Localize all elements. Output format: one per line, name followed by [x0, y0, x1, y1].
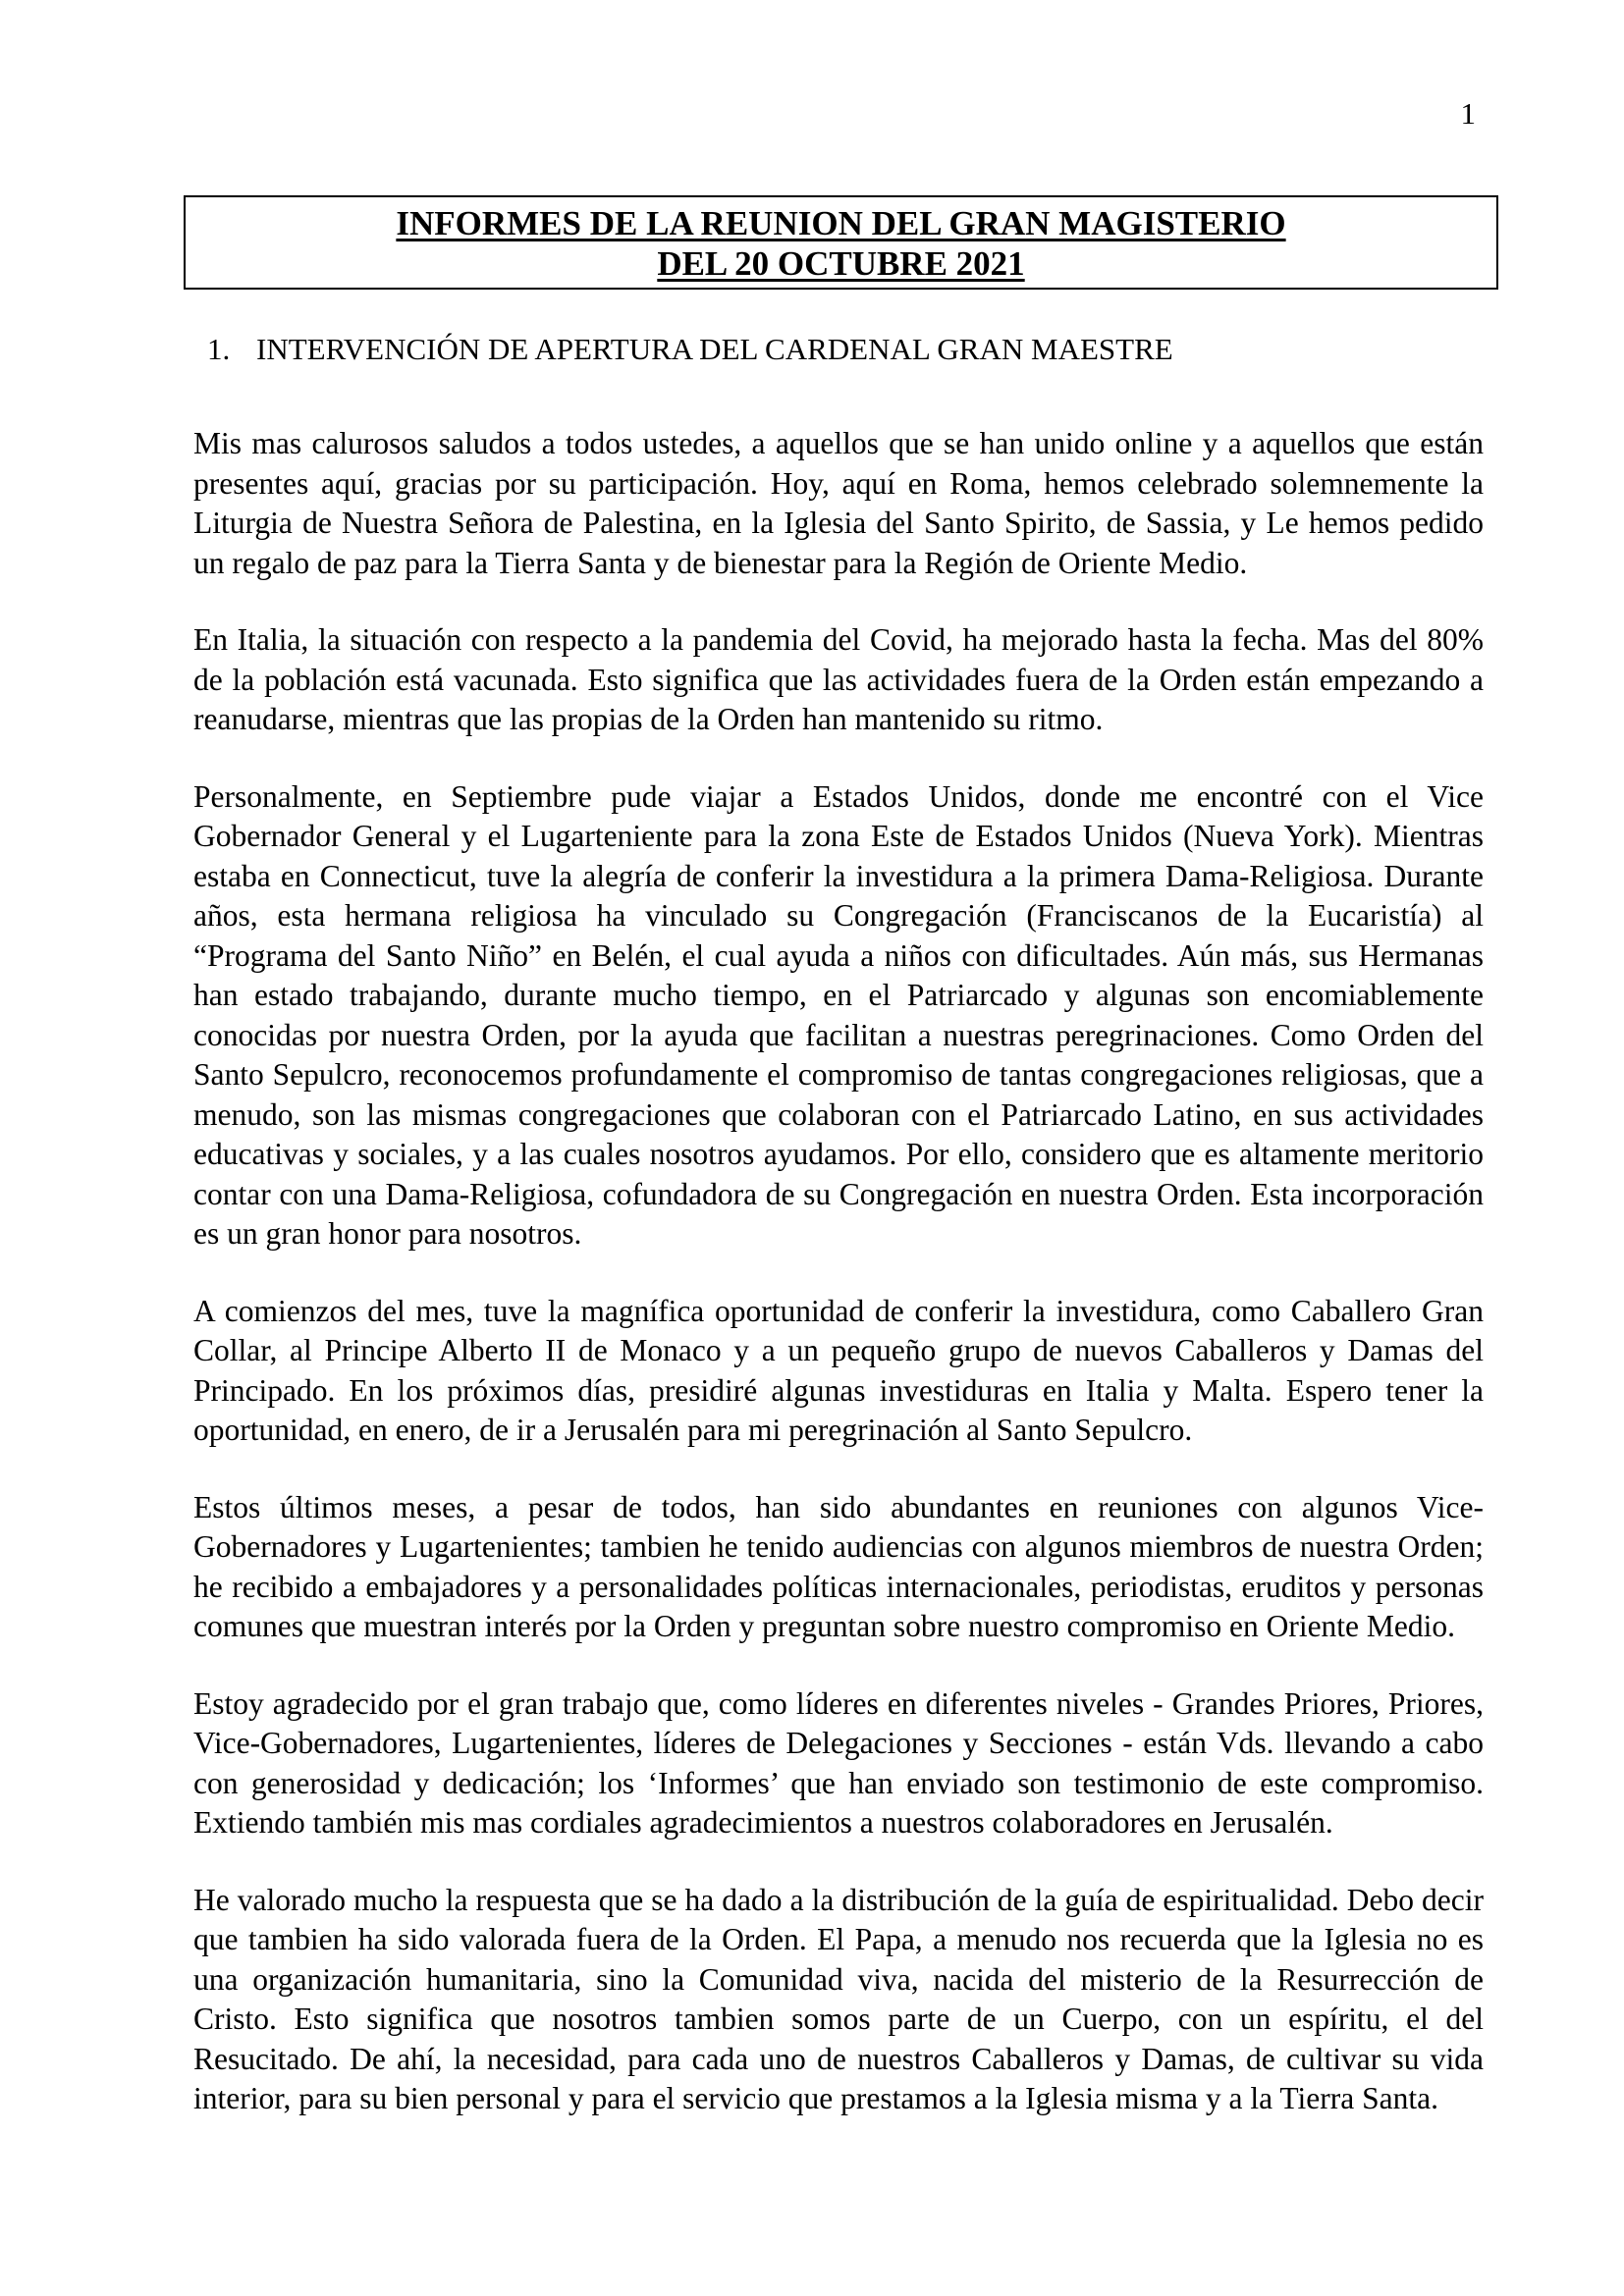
section-heading-text: INTERVENCIÓN DE APERTURA DEL CARDENAL GRAN MAESTRE: [256, 332, 1173, 366]
title-box: [184, 195, 1498, 290]
page-number: 1: [1460, 96, 1476, 131]
section-heading: [207, 330, 1173, 369]
paragraph: En Italia, la situación con respecto a la pandemia del Covid, ha mejorado hasta la fecha. Mas del 80% de la población está vacunada. Esto significa que las actividades fuera de la Orden están empezando a reanudarse, mientras que las propias de la Orden han mantenido su ritmo.: [193, 622, 1484, 736]
paragraph: Mis mas calurosos saludos a todos ustedes, a aquellos que se han unido online y a aquellos que están presentes aquí, gracias por su participación. Hoy, aquí en Roma, hemos celebrado solemnemente la Liturgia de Nuestra Señora de Palestina, en la Iglesia del Santo Spirito, de Sassia, y Le hemos pedido un regalo de paz para la Tierra Santa y de bienestar para la Región de Oriente Medio.: [193, 426, 1484, 580]
paragraph: A comienzos del mes, tuve la magnífica oportunidad de conferir la investidura, como Caballero Gran Collar, al Principe Alberto II de Monaco y a un pequeño grupo de nuevos Caballeros y Damas del Principado. En los próximos días, presidiré algunas investiduras en Italia y Malta. Espero tener la oportunidad, en enero, de ir a Jerusalén para mi peregrinación al Santo Sepulcro.: [193, 1293, 1484, 1447]
paragraph: Personalmente, en Septiembre pude viajar a Estados Unidos, donde me encontré con el Vice Gobernador General y el Lugarteniente para la zona Este de Estados Unidos (Nueva York). Mientras estaba en Connecticut, tuve la alegría de conferir la investidura a la primera Dama-Religiosa. Durante años, esta hermana religiosa ha vinculado su Congregación (Franciscanos de la Eucaristía) al “Programa del Santo Niño” en Belén, el cual ayuda a niños con dificultades. Aún más, sus Hermanas han estado trabajando, durante mucho tiempo, en el Patriarcado y algunas son encomiablemente conocidas por nuestra Orden, por la ayuda que facilitan a nuestras peregrinaciones. Como Orden del Santo Sepulcro, reconocemos profundamente el compromiso de tantas congregaciones religiosas, que a menudo, son las mismas congregaciones que colaboran con el Patriarcado Latino, en sus actividades educativas y sociales, y a las cuales nosotros ayudamos. Por ello, considero que es altamente meritorio contar con una Dama-Religiosa, cofundadora de su Congregación en nuestra Orden. Esta incorporación es un gran honor para nosotros.: [193, 778, 1484, 1251]
body-text: [193, 424, 1484, 2157]
document-title-line-1: INFORMES DE LA REUNION DEL GRAN MAGISTERIO: [396, 204, 1286, 242]
section-number: 1.: [207, 332, 231, 366]
paragraph: Estos últimos meses, a pesar de todos, han sido abundantes en reuniones con algunos Vice-Gobernadores y Lugartenientes; tambien he tenido audiencias con algunos miembros de nuestra Orden; he recibido a embajadores y a personalidades políticas internacionales, periodistas, eruditos y personas comunes que muestran interés por la Orden y preguntan sobre nuestro compromiso en Oriente Medio.: [193, 1489, 1484, 1643]
paragraph: He valorado mucho la respuesta que se ha dado a la distribución de la guía de espiritualidad. Debo decir que tambien ha sido valorada fuera de la Orden. El Papa, a menudo nos recuerda que la Iglesia no es una organización humanitaria, sino la Comunidad viva, nacida del misterio de la Resurrección de Cristo. Esto significa que nosotros tambien somos parte de un Cuerpo, con un espíritu, el del Resucitado. De ahí, la necesidad, para cada uno de nuestros Caballeros y Damas, de cultivar su vida interior, para su bien personal y para el servicio que prestamos a la Iglesia misma y a la Tierra Santa.: [193, 1882, 1484, 2115]
paragraph: Estoy agradecido por el gran trabajo que, como líderes en diferentes niveles - Grandes Priores, Priores, Vice-Gobernadores, Lugartenientes, líderes de Delegaciones y Secciones - están Vds. llevando a cabo con generosidad y dedicación; los ‘Informes’ que han enviado son testimonio de este compromiso. Extiendo también mis mas cordiales agradecimientos a nuestros colaboradores en Jerusalén.: [193, 1685, 1484, 1840]
document-title-line-2: DEL 20 OCTUBRE 2021: [657, 244, 1025, 283]
